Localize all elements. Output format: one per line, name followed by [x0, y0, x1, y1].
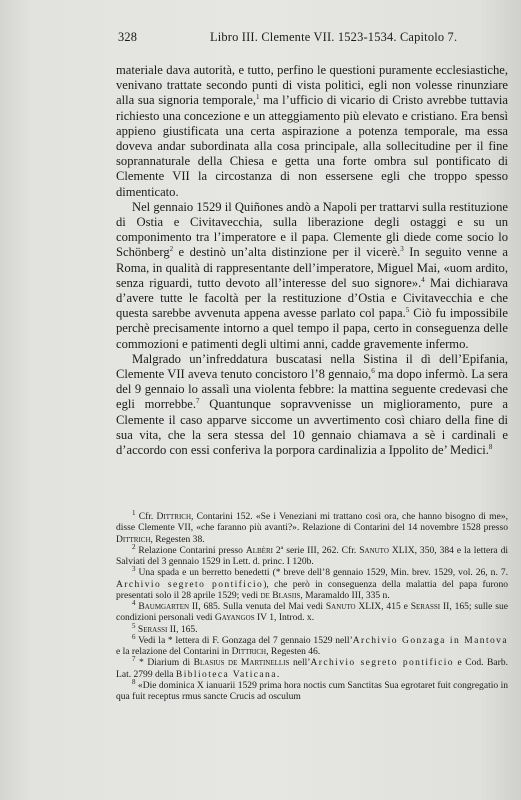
footnote-ref-8: 8: [488, 442, 493, 451]
footnote-7: $^7$ * Diarium di Blasius de Martinellis nell’Archivio segreto pontificio e Cod. Barb. Lat. 2799 della Biblioteca Vaticana.: [116, 655, 509, 680]
footnote-4: $^4$ Baumgarten II, 685. Sulla venuta del Mai vedi Sanuto XLIX, 415 e Serassi II, 165; sulle sue condizioni personali vedi Gayangos IV 1, Introd. x.: [116, 598, 508, 624]
footnote-8: $^8$ «Die dominica X ianuarii 1529 prima hora noctis cum Sanctitas Sua egrotaret fuit congregatio in qua fuit receptus rmus sancte Crucis ad osculum: [116, 677, 508, 702]
page-number: 328: [118, 30, 138, 44]
footnote-ref-5: 5: [405, 306, 410, 315]
footnote-ref-4: 4: [421, 275, 425, 284]
footnote-ref-6: 6: [371, 366, 375, 375]
running-title: Libro III. Clemente VII. 1523-1534. Capitolo 7.: [209, 30, 458, 44]
footnote-ref-7: 7: [196, 397, 200, 406]
paragraph-3: Malgrado un’infreddatura buscatasi nella Sistina il dì dell’Epifania, Clemente VII aveva tenuto concistoro l’8 gennaio,$^6$ ma dopo infermò. La sera del 9 gennaio lo assalì una violenta febbre: la mattina seguente credevasi che egli morrebbe.$^7$ Quantunque sopravvenisse un miglioramento, pure a Clemente il caso apparve siccome un avvertimento così chiaro della fine di sua vita, che la sera stessa del 10 gennaio chiamava a sè i cardinali e d’accordo con essi conferiva la porpora cardinalizia a Ippolito de’ Medici.$^8$: [116, 351, 509, 458]
main-text: [116, 63, 508, 458]
footnote-ref-2: 2: [169, 245, 174, 254]
footnote-1: $^1$ Cfr. Dittrich, Contarini 152. «Se i Veneziani mi trattano così ora, che hanno bisogno di me», disse Clemente VII, «che faranno più avanti?». Relazione di Contarini del 14 novembre 1528 presso Dittrich, Regesten 38.: [116, 508, 508, 545]
running-header: [118, 30, 508, 45]
paragraph-1: materiale dava autorità, e tutto, perfino le questioni puramente ecclesiastiche, venivano trattate secondo punti di vista politici, egli non volesse rinunziare alla sua signoria temporale,$^1$ ma l’ufficio di vicario di Cristo avrebbe tuttavia richiesto una concezione e un atteggiamento più elevato e cristiano. Era bensì appieno giustificata una certa aspirazione a potenza temporale, ma essa doveva andar subordinata alla cosa principale, alla sollecitudine per il fine soprannaturale della Chiesa e getta una forte ombra sul pontificato di Clemente VII la circostanza di non essersene egli che troppo spesso dimenticato.: [116, 63, 508, 199]
footnote-ref-3: 3: [400, 245, 404, 254]
footnote-5: $^5$ Serassi II, 165.: [132, 621, 198, 635]
footnote-3: $^3$ Una spada e un berretto benedetti (* breve dell’8 gennaio 1529, Min. brev. 1529, vol. 26, n. 7. Archivio segreto pontificio), che però in conseguenza della malattia del papa furono presentati solo il 28 aprile 1529; vedi de Blasiis, Maramaldo III, 335 n.: [116, 565, 508, 601]
footnote-2: $^2$ Relazione Contarini presso Albèri 2ª serie III, 262. Cfr. Sanuto XLIX, 350, 384 e la lettera di Salviati del 3 gennaio 1529 in Lett. d. princ. I 120b.: [116, 542, 509, 567]
footnotes: [116, 508, 509, 702]
paragraph-2: Nel gennaio 1529 il Quiñones andò a Napoli per trattarvi sulla restituzione di Ostia e Civitavecchia, sulla liberazione degli ostaggi e su un componimento tra l’imperatore e il papa. Clemente gli diede come socio lo Schönberg$^2$ e destinò un’alta distinzione per il vicerè.$^3$ In seguito venne a Roma, in qualità di rappresentante dell’imperatore, Miguel Mai, «uom ardito, senza riguardi, tutto devoto all’interesse del suo signore».$^4$ Mai dichiarava d’avere tutte le facoltà per la restituzione d’Ostia e Civitavecchia e che questa sarebbe avvenuta appena avesse parlato col papa.$^5$ Ciò fu impossibile perchè precisamente intorno a quel tempo il papa, certo in conseguenza delle commozioni e patimenti degli ultimi anni, cadde gravemente infermo.: [116, 199, 508, 351]
footnote-6: $^6$ Vedi la * lettera di F. Gonzaga del 7 gennaio 1529 nell’Archivio Gonzaga in Mantova e la relazione del Contarini in Dittrich, Regesten 46.: [116, 632, 508, 657]
footnote-ref-1: 1: [255, 93, 260, 102]
